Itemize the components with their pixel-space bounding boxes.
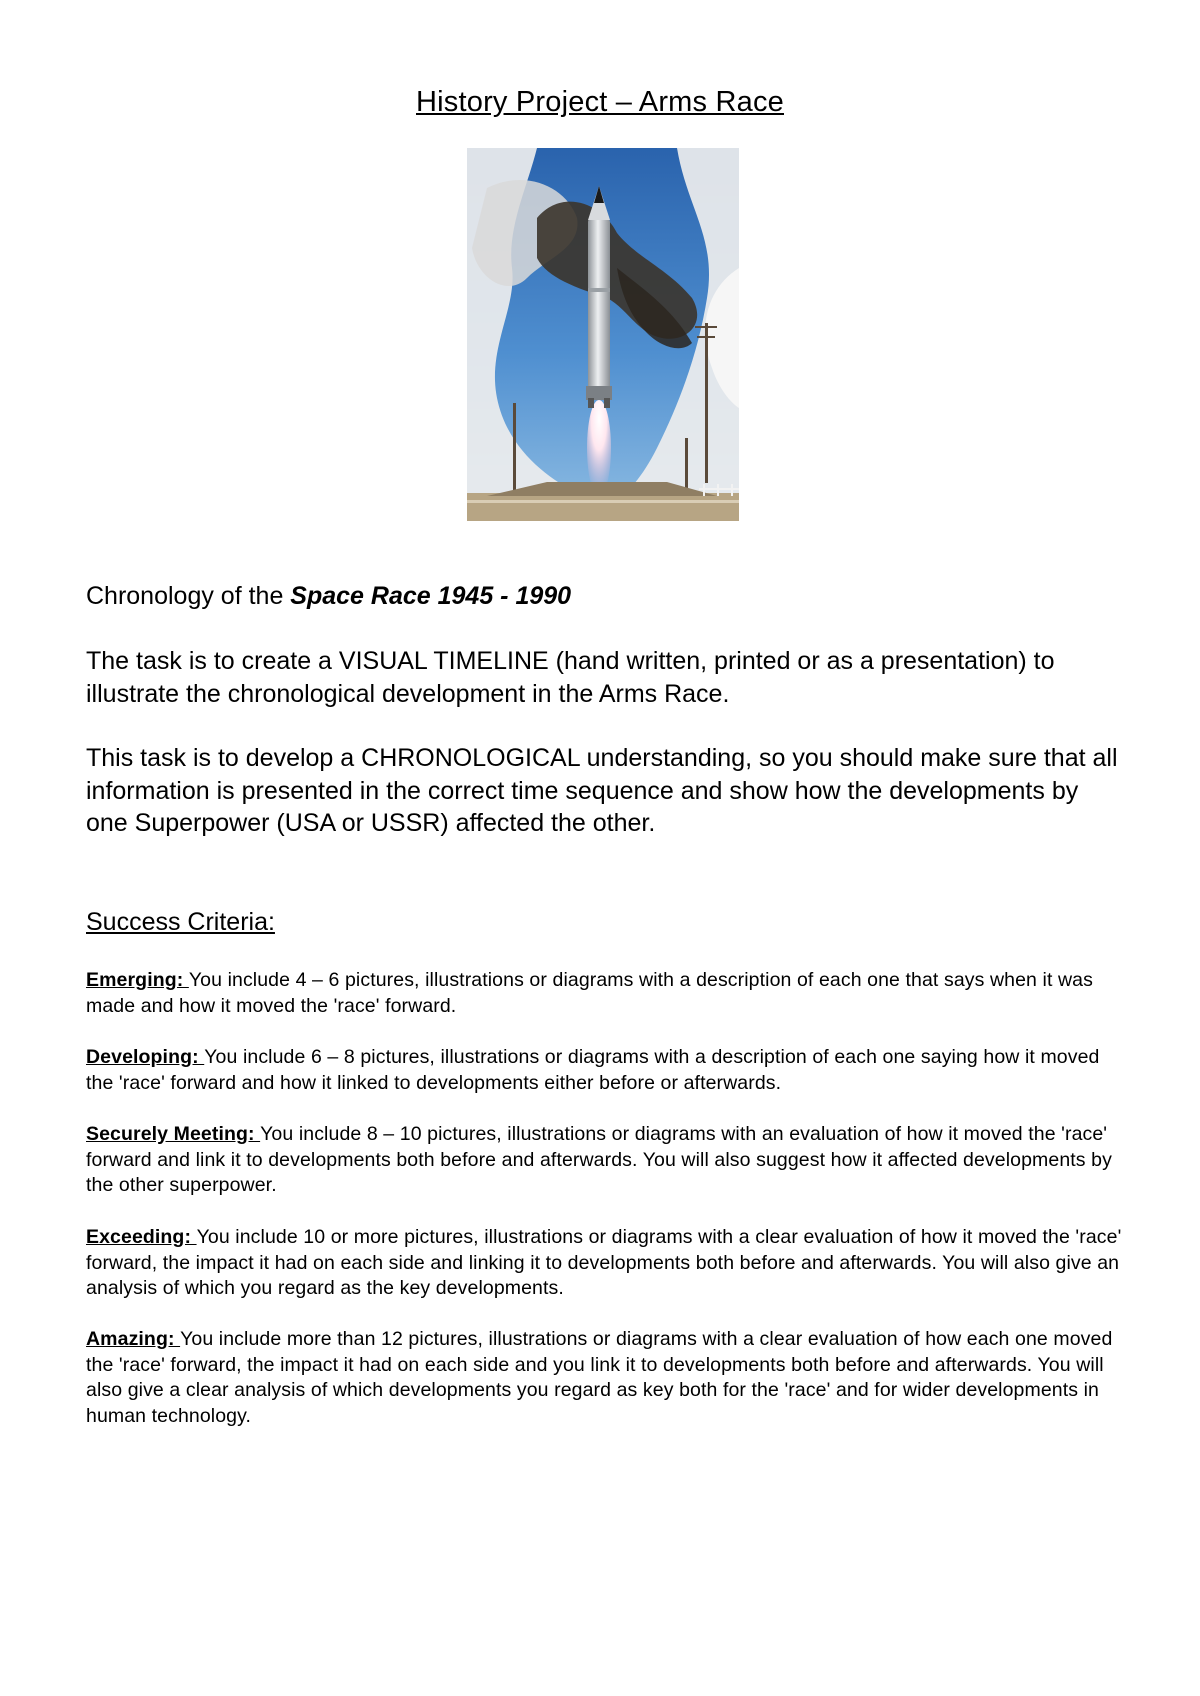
missile-launch-photo [467, 148, 739, 521]
criterion-text: You include 10 or more pictures, illustrations or diagrams with a clear evaluation of how it moved the 'race' forward, the impact it had on each side and linking it to developments both before and afterwards. You will also give an analysis of which you regard as the key developments. [86, 1226, 1122, 1299]
success-criteria-heading: Success Criteria: [86, 908, 275, 936]
criterion-text: You include 4 – 6 pictures, illustrations or diagrams with a description of each one that says when it was made and how it moved the 'race' forward. [86, 969, 1093, 1017]
criterion-label: Amazing: [86, 1328, 181, 1350]
criterion-securely-meeting [86, 1122, 1126, 1199]
criterion-developing [86, 1045, 1126, 1096]
chronology-prefix: Chronology of the [86, 582, 291, 610]
criterion-label: Exceeding: [86, 1226, 197, 1248]
criterion-exceeding [86, 1225, 1126, 1302]
criterion-label: Developing: [86, 1046, 205, 1068]
criterion-label: Securely Meeting: [86, 1123, 261, 1145]
criterion-text: You include 8 – 10 pictures, illustrations or diagrams with an evaluation of how it moved the 'race' forward and link it to developments both before and afterwards. You will also suggest how it affected developments by the other superpower. [86, 1123, 1112, 1196]
criterion-label: Emerging: [86, 969, 189, 991]
task-paragraph-visual-timeline: The task is to create a VISUAL TIMELINE (hand written, printed or as a presentation) to illustrate the chronological development in the Arms Race. [86, 647, 1055, 708]
criterion-emerging [86, 968, 1126, 1019]
chronology-heading [86, 582, 571, 611]
criterion-text: You include more than 12 pictures, illustrations or diagrams with a clear evaluation of how each one moved the 'race' forward, the impact it had on each side and you link it to developments both before and afterwards. You will also give a clear analysis of which developments you regard as key both for the 'race' and for wider developments in human technology. [86, 1328, 1113, 1427]
criterion-amazing [86, 1327, 1126, 1429]
criterion-text: You include 6 – 8 pictures, illustrations or diagrams with a description of each one saying how it moved the 'race' forward and how it linked to developments either before or afterwards. [86, 1046, 1100, 1094]
task-paragraph-chronological: This task is to develop a CHRONOLOGICAL understanding, so you should make sure that all information is presented in the correct time sequence and show how the developments by one Superpower (USA or USSR) affected the other. [86, 744, 1118, 837]
chronology-emphasis: Space Race 1945 - 1990 [290, 582, 572, 610]
page-title: History Project – Arms Race [416, 86, 784, 118]
